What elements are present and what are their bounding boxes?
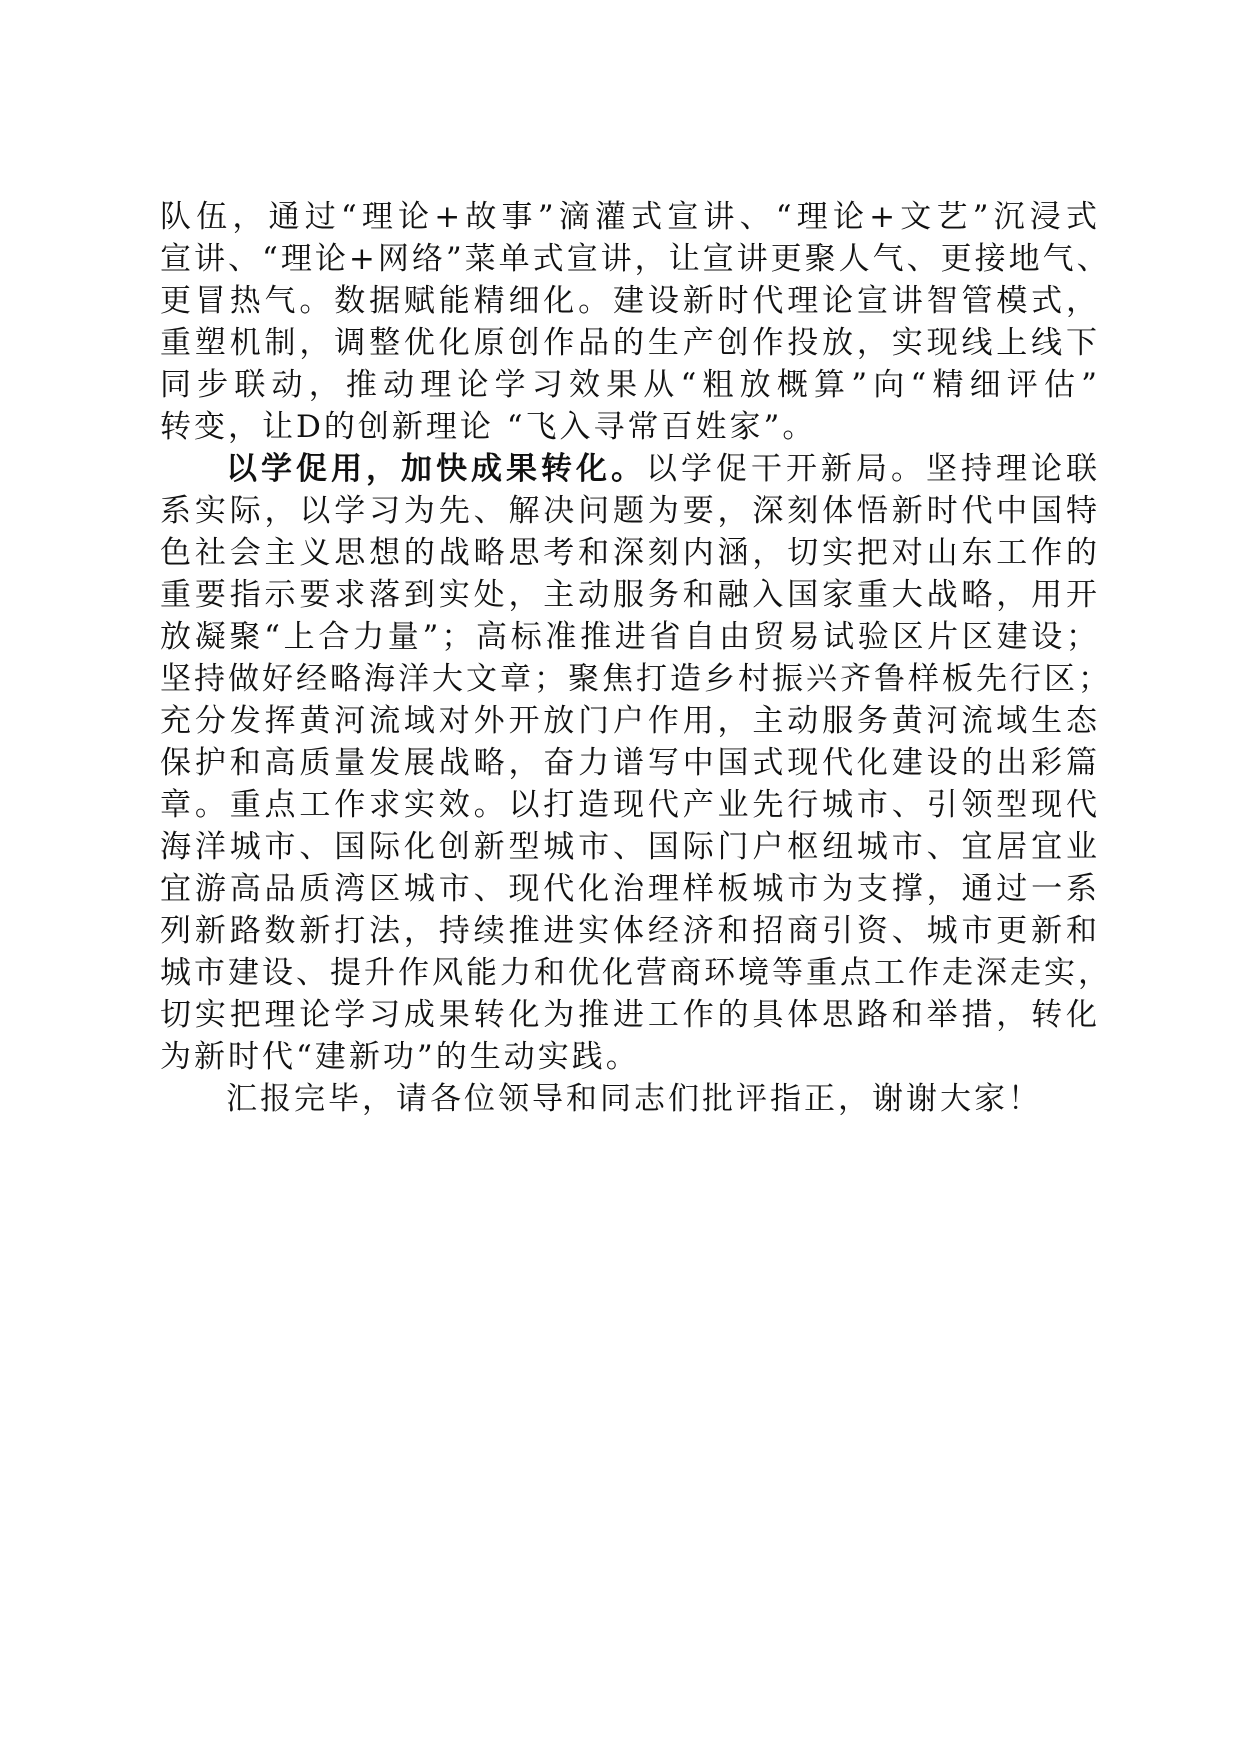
paragraph-line: 同步联动，推动理论学习效果从“粗放概算”向“精细评估”	[160, 367, 1100, 403]
paragraph-line: 队伍，通过“理论+故事”滴灌式宣讲、“理论+文艺”沉浸式	[160, 199, 1100, 235]
paragraph-line: 宜游高品质湾区城市、现代化治理样板城市为支撑，通过一系	[160, 871, 1100, 907]
paragraph-line: 色社会主义思想的战略思考和深刻内涵，切实把对山东工作的	[160, 535, 1100, 571]
paragraph-line-text: 以学促干开新局。坚持理论联	[646, 451, 1100, 487]
paragraph-line: 章。重点工作求实效。以打造现代产业先行城市、引领型现代	[160, 787, 1100, 823]
closing-paragraph	[160, 1078, 1100, 1120]
paragraph-line: 海洋城市、国际化创新型城市、国际门户枢纽城市、宜居宜业	[160, 829, 1100, 865]
paragraph-line: 充分发挥黄河流域对外开放门户作用，主动服务黄河流域生态	[160, 703, 1100, 739]
paragraph-line: 城市建设、提升作风能力和优化营商环境等重点工作走深走实，	[160, 955, 1112, 991]
paragraph-line: 为新时代“建新功”的生动实践。	[160, 1039, 640, 1075]
paragraph-line: 更冒热气。数据赋能精细化。建设新时代理论宣讲智管模式，	[160, 283, 1100, 319]
document-body	[160, 196, 1112, 1120]
paragraph-line: 系实际，以学习为先、解决问题为要，深刻体悟新时代中国特	[160, 493, 1100, 529]
paragraph-line: 坚持做好经略海洋大文章；聚焦打造乡村振兴齐鲁样板先行区；	[160, 661, 1112, 697]
section-heading: 以学促用，加快成果转化。	[226, 451, 646, 487]
paragraph-line: 转变，让D的创新理论 “飞入寻常百姓家”。	[160, 409, 817, 445]
paragraph-line: 保护和高质量发展战略，奋力谱写中国式现代化建设的出彩篇	[160, 745, 1100, 781]
paragraph-2	[160, 448, 1112, 1078]
paragraph-1	[160, 196, 1111, 448]
paragraph-line: 重塑机制，调整优化原创作品的生产创作投放，实现线上线下	[160, 325, 1100, 361]
paragraph-line: 列新路数新打法，持续推进实体经济和招商引资、城市更新和	[160, 913, 1100, 949]
paragraph-line: 宣讲、“理论+网络”菜单式宣讲，让宣讲更聚人气、更接地气、	[160, 241, 1111, 277]
paragraph-line: 切实把理论学习成果转化为推进工作的具体思路和举措，转化	[160, 997, 1100, 1033]
closing-line: 汇报完毕，请各位领导和同志们批评指正，谢谢大家！	[226, 1081, 1042, 1117]
paragraph-line: 放凝聚“上合力量”；高标准推进省自由贸易试验区片区建设；	[160, 619, 1100, 655]
paragraph-first-line	[160, 448, 1100, 490]
paragraph-line: 重要指示要求落到实处，主动服务和融入国家重大战略，用开	[160, 577, 1100, 613]
